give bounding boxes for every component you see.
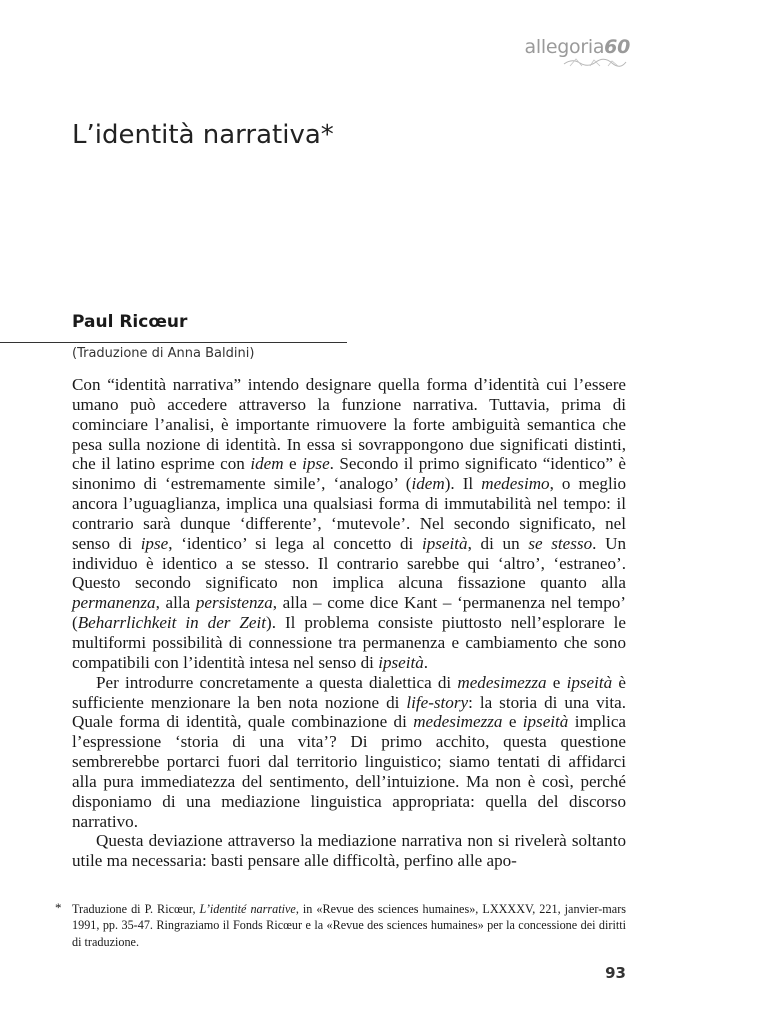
italic-term: life-story [406, 692, 469, 712]
text-run: Per introdurre concretamente a questa dialettica di [96, 672, 458, 692]
text-run: , alla – come dice Kant – ‘permanenza nel tempo’ ( [72, 593, 626, 633]
footnote-text [72, 901, 626, 950]
text-run: , ‘identico’ si lega al concetto di [168, 533, 422, 553]
text-run: ). Il problema consiste piuttosto nell’esplorare le multiformi possibilità di connessione tra permanenza e cambiamento che sono compatibili con l’identità intesa nel senso di [72, 613, 626, 672]
italic-term: permanenza [72, 593, 156, 613]
text-run: . [423, 652, 429, 672]
text-run: e [502, 712, 523, 732]
text-run: e [283, 454, 303, 474]
body-paragraph [72, 831, 626, 871]
page-number: 93 [605, 964, 626, 982]
italic-term: persistenza [195, 593, 273, 613]
text-run: Con “identità narrativa” intendo designare quella forma d’identità cui l’essere umano può accedere attraverso la funzione narrativa. Tuttavia, prima di cominciare l’analisi, è importante rimuovere la forte ambiguità semantica che pesa sulla nozione di identità. In essa si sovrappongono due significati distinti, che il latino esprime con [72, 375, 626, 474]
author-name: Paul Ricœur [72, 312, 188, 332]
author-divider [0, 342, 347, 343]
text-run: . Secondo il primo significato “identico” è sinonimo di ‘estremamente simile’, ‘analogo’ ( [72, 454, 626, 494]
text-run: , in «Revue des sciences humaines», LXXXXV, 221, janvier-mars 1991, pp. 35-47. Ringraziamo il Fonds Ricœur e la «Revue des sciences humaines» per la concessione dei diritti di traduzione. [72, 902, 626, 949]
italic-term: idem [250, 454, 284, 474]
text-run: ). Il [444, 474, 482, 494]
italic-term: idem [411, 474, 445, 494]
text-run: , alla [155, 593, 196, 613]
article-body [72, 375, 626, 871]
italic-term: ipse [302, 454, 330, 474]
translator-note: (Traduzione di Anna Baldini) [72, 346, 255, 361]
journal-number: 60 [604, 36, 630, 58]
italic-term: medesimezza [413, 712, 503, 732]
italic-term: ipse [140, 533, 169, 553]
text-run: Questa deviazione attraverso la mediazione narrativa non si rivelerà soltanto utile ma necessaria: basti pensare alle difficoltà, perfino alle apo- [72, 831, 626, 871]
text-run: e [546, 672, 567, 692]
italic-term: se stesso [528, 533, 593, 553]
text-run: , di un [467, 533, 529, 553]
italic-term: ipseità [566, 672, 613, 692]
italic-term: ipseità [378, 652, 424, 672]
text-run: Traduzione di P. Ricœur, [72, 902, 200, 916]
italic-term: L’identité narrative [199, 902, 296, 916]
article-title: L’identità narrativa* [72, 120, 334, 150]
text-run: , o meglio ancora l’uguaglianza, implica una qualsiasi forma di immutabilità nel tempo: il contrario sarà dunque ‘differente’, ‘mutevole’. Nel secondo significato, nel senso di [72, 474, 626, 553]
body-paragraph [72, 375, 626, 673]
journal-logo-art [560, 54, 630, 68]
italic-term: ipseità [421, 533, 468, 553]
text-run: : la storia di una vita. Quale forma di identità, quale combinazione di [72, 692, 627, 732]
italic-term: Beharrlichkeit in der Zeit [77, 613, 267, 633]
text-run: è sufficiente menzionare la ben nota nozione di [72, 672, 626, 712]
text-run: . Un individuo è identico a se stesso. Il contrario sarebbe qui ‘altro’, ‘estraneo’. Questo secondo significato non implica alcuna fissazione quanto alla [72, 533, 626, 593]
italic-term: ipseità [522, 712, 569, 732]
body-paragraph [72, 673, 626, 832]
text-run: implica l’espressione ‘storia di una vita’? Di primo acchito, questa questione sembrerebbe portarci fuori dal territorio linguistico; siamo tentati di affidarci alla pura immediatezza del sentimento, dell’intuizione. Ma non è così, perché disponiamo di una mediazione linguistica appropriata: quella del discorso narrativo. [72, 712, 626, 831]
footnote-mark: * [55, 900, 62, 915]
italic-term: medesimo [481, 474, 550, 494]
journal-name: allegoria [524, 36, 605, 58]
italic-term: medesimezza [457, 672, 547, 692]
